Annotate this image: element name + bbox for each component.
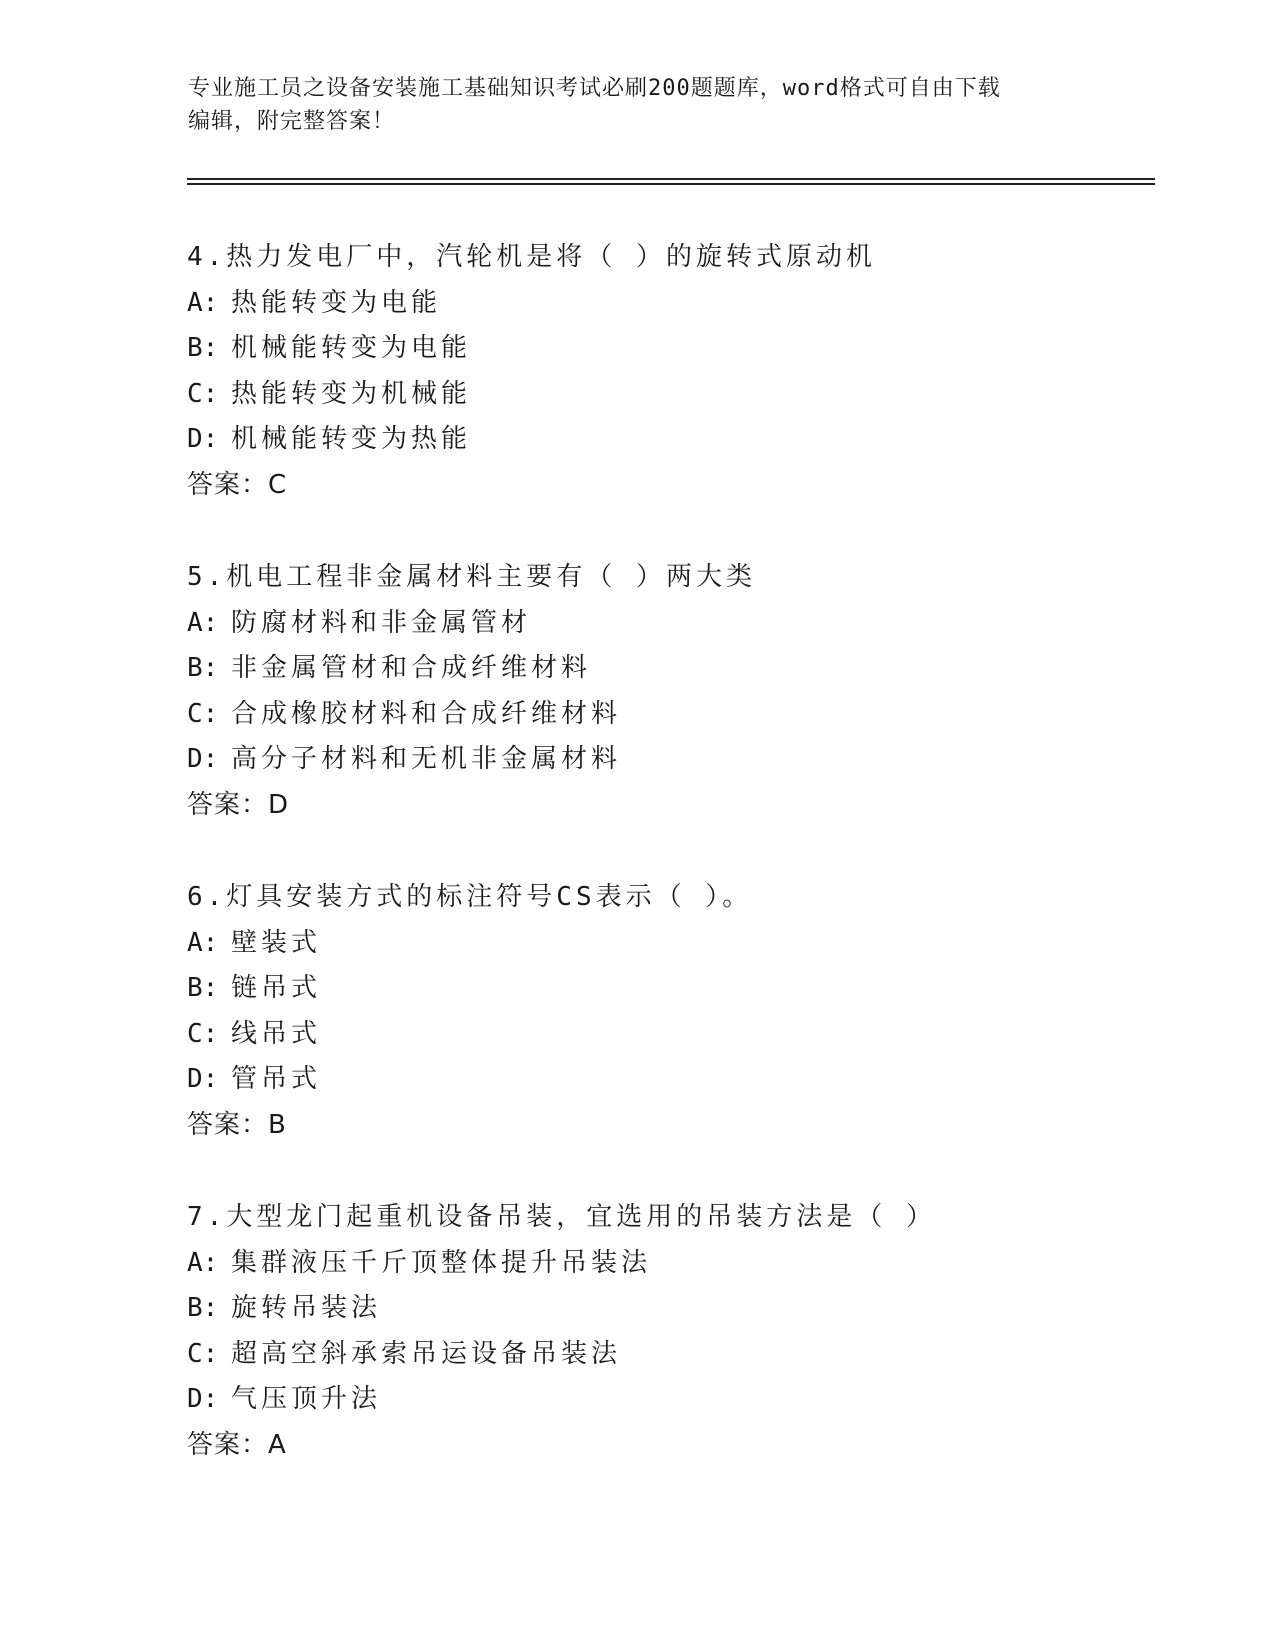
- question-stem: 4.热力发电厂中，汽轮机是将（ ）的旋转式原动机: [187, 242, 876, 272]
- option-letter: A:: [187, 607, 219, 638]
- option-letter: C:: [187, 1018, 219, 1049]
- option-a: [187, 921, 1147, 967]
- option-text: 机械能转变为电能: [231, 333, 472, 363]
- option-a: [187, 281, 1147, 327]
- header-line-2: 编辑，附完整答案！: [188, 109, 396, 134]
- option-text: 线吊式: [231, 1018, 322, 1049]
- question-list: [187, 235, 1147, 1515]
- question-5: [187, 555, 1147, 828]
- option-letter: B:: [187, 333, 219, 363]
- option-text: 超高空斜承索吊运设备吊装法: [231, 1338, 622, 1369]
- option-text: 集群液压千斤顶整体提升吊装法: [231, 1247, 652, 1278]
- option-text: 合成橡胶材料和合成纤维材料: [231, 698, 622, 729]
- option-letter: D:: [187, 1384, 219, 1414]
- answer-line: 答案：A: [187, 1429, 287, 1460]
- option-letter: B:: [187, 1293, 219, 1323]
- answer-line: 答案：C: [187, 469, 288, 500]
- option-b: [187, 646, 1147, 692]
- option-letter: D:: [187, 424, 219, 454]
- option-c: [187, 692, 1147, 738]
- option-text: 旋转吊装法: [231, 1293, 382, 1323]
- option-text: 管吊式: [231, 1064, 322, 1094]
- document-header: [188, 72, 1088, 138]
- option-b: [187, 966, 1147, 1012]
- question-stem: 5.机电工程非金属材料主要有（ ）两大类: [187, 562, 756, 592]
- option-text: 防腐材料和非金属管材: [231, 607, 532, 638]
- option-b: [187, 326, 1147, 372]
- option-c: [187, 372, 1147, 418]
- option-d: [187, 1057, 1147, 1103]
- option-text: 气压顶升法: [231, 1384, 382, 1414]
- question-4: [187, 235, 1147, 508]
- option-letter: A:: [187, 287, 219, 318]
- option-letter: A:: [187, 1247, 219, 1278]
- option-d: [187, 737, 1147, 783]
- option-text: 机械能转变为热能: [231, 424, 472, 454]
- option-text: 链吊式: [231, 973, 322, 1003]
- question-stem: 6.灯具安装方式的标注符号CS表示（ ）。: [187, 882, 753, 912]
- option-d: [187, 1377, 1147, 1423]
- option-letter: B:: [187, 973, 219, 1003]
- option-text: 热能转变为机械能: [231, 378, 472, 409]
- option-letter: C:: [187, 378, 219, 409]
- option-letter: C:: [187, 1338, 219, 1369]
- answer-line: 答案：B: [187, 1109, 287, 1140]
- option-letter: B:: [187, 653, 219, 683]
- header-divider-bottom: [187, 183, 1155, 185]
- option-d: [187, 417, 1147, 463]
- header-line-1: 专业施工员之设备安装施工基础知识考试必刷200题题库，word格式可自由下载: [188, 76, 1001, 101]
- option-text: 高分子材料和无机非金属材料: [231, 744, 622, 774]
- option-letter: C:: [187, 698, 219, 729]
- option-c: [187, 1332, 1147, 1378]
- option-letter: D:: [187, 744, 219, 774]
- question-stem: 7.大型龙门起重机设备吊装，宜选用的吊装方法是（ ）: [187, 1202, 936, 1232]
- header-divider-top: [187, 178, 1155, 180]
- option-a: [187, 601, 1147, 647]
- option-text: 非金属管材和合成纤维材料: [231, 653, 592, 683]
- option-c: [187, 1012, 1147, 1058]
- answer-line: 答案：D: [187, 789, 290, 820]
- option-a: [187, 1241, 1147, 1287]
- option-b: [187, 1286, 1147, 1332]
- option-letter: D:: [187, 1064, 219, 1094]
- question-6: [187, 875, 1147, 1148]
- option-text: 壁装式: [231, 927, 322, 958]
- option-text: 热能转变为电能: [231, 287, 442, 318]
- option-letter: A:: [187, 927, 219, 958]
- question-7: [187, 1195, 1147, 1468]
